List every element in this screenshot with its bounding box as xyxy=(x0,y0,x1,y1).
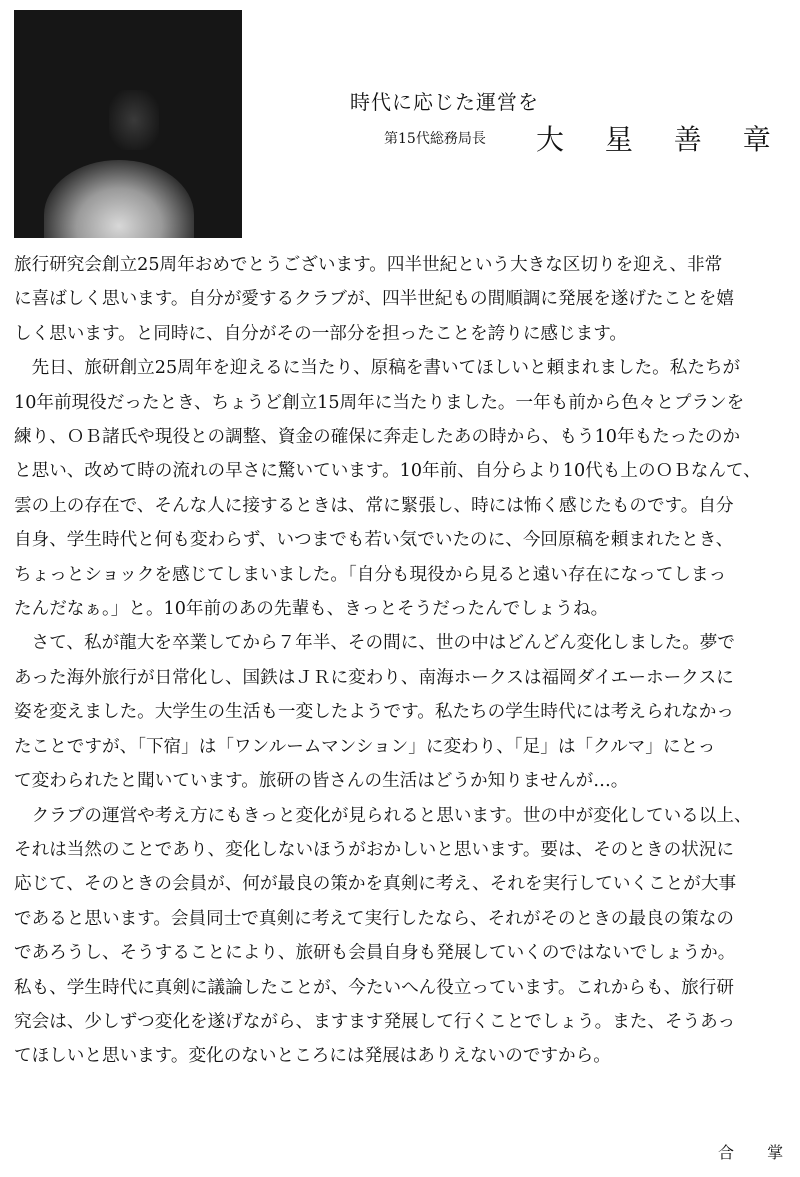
paragraph-3 xyxy=(14,626,788,798)
body-line: 私も、学生時代に真剣に議論したことが、今たいへん役立っています。これからも、旅行研 xyxy=(14,977,734,998)
photo-highlight xyxy=(44,160,194,238)
body-line: と思い、改めて時の流れの早さに驚いています。10年前、自分らより10代も上のＯＢなんて、 xyxy=(14,461,761,482)
body-line: 応じて、そのときの会員が、何が最良の策かを真剣に考え、それを実行していくことが大事 xyxy=(14,874,737,895)
author-role: 第15代総務局長 xyxy=(384,131,486,147)
author-photo xyxy=(14,10,242,238)
body-line: たことですが、「下宿」は「ワンルームマンション」に変わり、「足」は「クルマ」にとっ xyxy=(14,736,716,757)
body-line: てほしいと思います。変化のないところには発展はありえないのですから。 xyxy=(14,1046,611,1067)
body-line: て変わられたと聞いています。旅研の皆さんの生活はどうか知りませんが…。 xyxy=(14,771,629,792)
paragraph-2 xyxy=(14,351,788,626)
article-body xyxy=(14,248,788,1074)
body-line: 先日、旅研創立25周年を迎えるに当たり、原稿を書いてほしいと頼まれました。私たちが xyxy=(31,358,741,379)
paragraph-1 xyxy=(14,248,788,351)
photo-shadow xyxy=(109,90,159,150)
body-line: ちょっとショックを感じてしまいました。「自分も現役から見ると遠い存在になってしまっ xyxy=(14,564,727,585)
body-line: たんだなぁ。」と。10年前のあの先輩も、きっとそうだったんでしょうね。 xyxy=(14,599,609,620)
body-line: さて、私が龍大を卒業してから７年半、その間に、世の中はどんどん変化しました。夢で xyxy=(31,633,735,654)
body-line: 雲の上の存在で、そんな人に接するときは、常に緊張し、時には怖く感じたものです。自分 xyxy=(14,495,734,516)
closing-word: 合 掌 xyxy=(718,1143,798,1162)
body-line: であろうし、そうすることにより、旅研も会員自身も発展していくのではないでしょうか。 xyxy=(14,943,736,964)
body-line: 自身、学生時代と何も変わらず、いつまでも若い気でいたのに、今回原稿を頼まれたとき、 xyxy=(14,530,734,551)
body-line: 旅行研究会創立25周年おめでとうございます。四半世紀という大きな区切りを迎え、非常 xyxy=(14,255,723,275)
body-line: しく思います。と同時に、自分がその一部分を担ったことを誇りに感じます。 xyxy=(14,323,627,344)
body-line: に喜ばしく思います。自分が愛するクラブが、四半世紀もの間順調に発展を遂げたことを嬉 xyxy=(14,289,734,310)
body-line: それは当然のことであり、変化しないほうがおかしいと思います。要は、そのときの状況に xyxy=(14,839,734,860)
body-line: 姿を変えました。大学生の生活も一変したようです。私たちの学生時代には考えられなかっ xyxy=(14,702,734,723)
paragraph-4 xyxy=(14,799,788,1074)
body-line: あった海外旅行が日常化し、国鉄はＪＲに変わり、南海ホークスは福岡ダイエーホークスに xyxy=(14,667,734,688)
body-line: 究会は、少しずつ変化を遂げながら、ますます発展して行くことでしょう。また、そうあっ xyxy=(14,1011,736,1032)
author-name: 大 星 善 章 xyxy=(536,123,787,156)
body-line: 練り、ＯＢ諸氏や現役との調整、資金の確保に奔走したあの時から、もう10年もたったのか xyxy=(14,427,741,448)
body-line: クラブの運営や考え方にもきっと変化が見られると思います。世の中が変化している以上、 xyxy=(31,805,752,826)
body-line: であると思います。会員同士で真剣に考えて実行したなら、それがそのときの最良の策なの xyxy=(14,908,734,929)
body-line: 10年前現役だったとき、ちょうど創立15周年に当たりました。一年も前から色々とプランを xyxy=(14,392,745,413)
article-title: 時代に応じた運営を xyxy=(350,90,539,114)
